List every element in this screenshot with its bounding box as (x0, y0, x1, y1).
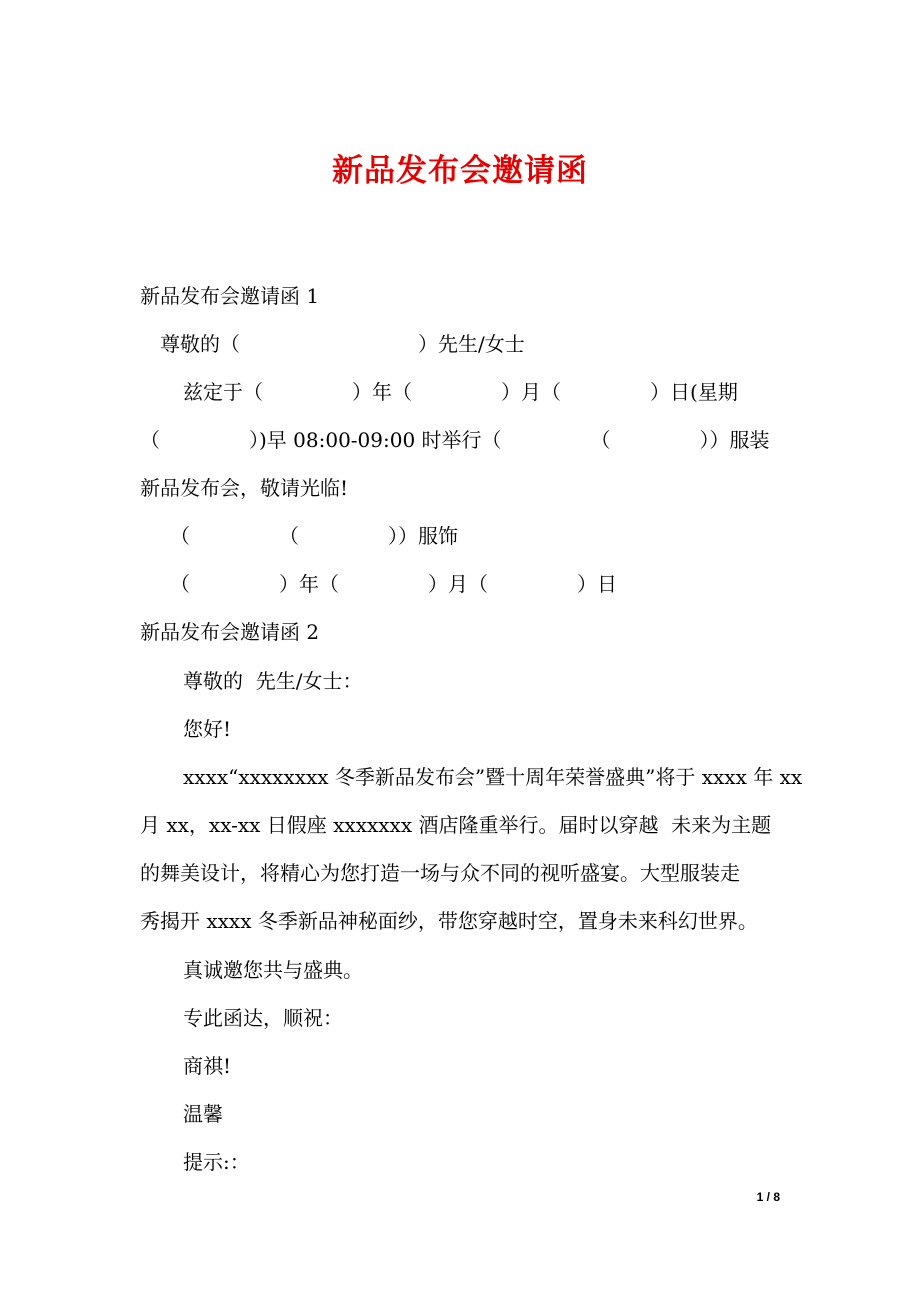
letter2-body-line1: xxxx“xxxxxxxx 冬季新品发布会”暨十周年荣誉盛典”将于 xxxx 年 xx (183, 765, 803, 789)
letter2-reminder-label: 温馨 (183, 1102, 223, 1126)
letter2-body-line4: 秀揭开 xxxx 冬季新品神秘面纱，带您穿越时空，置身未来科幻世界。 (140, 909, 758, 933)
letter1-sign-company: （ （ ））服饰 (170, 524, 459, 548)
letter1-body-line3: 新品发布会，敬请光临! (140, 476, 349, 500)
letter2-invite: 真诚邀您共与盛典。 (183, 958, 363, 982)
letter1-sign-date: （ ）年（ ）月（ ）日 (170, 572, 618, 596)
letter1-heading: 新品发布会邀请函 1 (140, 284, 320, 308)
letter1-body-line1: 兹定于（ ）年（ ）月（ ）日(星期 (183, 380, 738, 404)
letter2-body-line3: 的舞美设计，将精心为您打造一场与众不同的视听盛宴。大型服装走 (140, 861, 740, 885)
letter1-body-line2: （ ）)早 08:00-09:00 时举行（ （ ））服装 (140, 428, 770, 452)
letter2-closing: 专此函达，顺祝： (183, 1006, 343, 1030)
letter2-heading: 新品发布会邀请函 2 (140, 620, 320, 644)
letter2-wish: 商祺! (183, 1054, 232, 1078)
letter2-tip-label: 提示:： (183, 1150, 250, 1174)
document-title: 新品发布会邀请函 (332, 153, 588, 189)
letter2-body-line2: 月 xx，xx-xx 日假座 xxxxxxx 酒店隆重举行。届时以穿越 未来为主题 (140, 813, 772, 837)
letter2-greeting: 您好! (183, 717, 232, 741)
letter1-salutation: 尊敬的（ ）先生/女士 (160, 332, 525, 356)
letter2-salutation: 尊敬的 先生/女士： (183, 669, 363, 693)
page-indicator: 1 / 8 (756, 1190, 780, 1204)
